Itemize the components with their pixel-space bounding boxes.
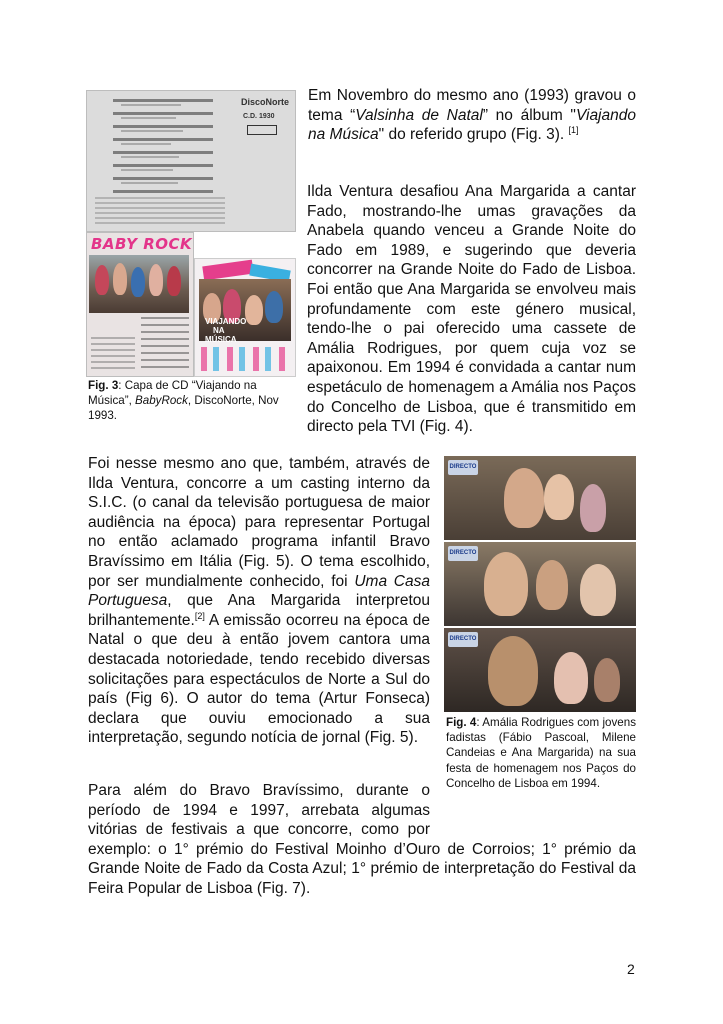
figure-4-caption: Fig. 4: Amália Rodrigues com jovens fadistas (Fábio Pascoal, Milene Candeias e Ana Margarida) na sua festa de homenagem nos Paços do Concelho de Lisboa em 1994. (446, 716, 636, 790)
cover-title: BABY ROCK (91, 235, 193, 253)
paragraph-4: Para além do Bravo Bravíssimo, durante o período de 1994 e 1997, arrebata algumas vitórias de festivais a que concorre, como por exemplo: o 1° prémio do Festival Moinho d’Ouro de Corroios; 1° prémio da Grande Noite de Fado da Costa Azul; 1° prémio de interpretação do Festival da Feira Popular de Lisboa (Fig. 7). (88, 782, 636, 897)
band-photo (89, 255, 189, 313)
reference-1: [1] (568, 125, 579, 136)
cover-tracklist (141, 317, 189, 373)
tv-logo: DIRECTO (448, 460, 478, 475)
cd-credits (95, 197, 225, 227)
cd-brand: DiscoNorte (241, 97, 290, 107)
page-number: 2 (627, 961, 635, 977)
cover-credits (91, 337, 135, 373)
figure-3-caption: Fig. 3: Capa de CD “Viajando na Música”, BabyRock, DiscoNorte, Nov 1993. (88, 379, 279, 423)
cd-front-cover (86, 232, 194, 377)
tv-frame-2: DIRECTO (444, 542, 636, 626)
tv-frame-3: DIRECTO (444, 628, 636, 712)
figure-4 (444, 456, 636, 712)
cd-add-badge (247, 125, 277, 135)
paragraph-3: Foi nesse mesmo ano que, também, através de Ilda Ventura, concorre a um casting interno da S.I.C. (o canal da televisão portuguesa de maior audiência na época) para representar Portugal no então aclamado programa infantil Bravo Bravíssimo em Itália (Fig. 5). O tema escolhido, por ser mundialmente conhecido, foi Uma Casa Portuguesa, que Ana Margarida interpretou brilhantemente.[2] A emissão ocorreu na época de Natal o que deu à então jovem cantora uma destacada notoriedade, tendo recebido diversas solicitações para espectáculos de Norte a Sul do país (Fig 6). O autor do tema (Artur Fonseca) declara que ouviu emocionado a sua interpretação, segundo notícia de jornal (Fig. 5). (88, 455, 430, 747)
paragraph-2: Ilda Ventura desafiou Ana Margarida a cantar Fado, mostrando-lhe umas gravações da Anabela quando venceu a Grande Noite do Fado em 1989, e sugerindo que deveria concorrer na Grande Noite do Fado de Lisboa. Foi então que Ana Margarida se envolveu mais profundamente com este género musical, tendo-lhe o pai oferecido uma cassete de Amália Rodrigues, por quem cuja voz se apaixonou. Em 1994 é convidada a cantar num espetáculo de homenagem a Amália nos Paços do Concelho de Lisboa, que é transmitido em directo pela TVI (Fig. 4). (307, 183, 636, 436)
caption-label: Fig. 3 (88, 379, 119, 392)
photo-title: VIAJANDO NA MÚSICA (205, 317, 247, 344)
cd-code: C.D. 1930 (243, 113, 275, 120)
cd-back-cover (86, 90, 296, 232)
reference-2: [2] (194, 610, 205, 621)
album-photo (194, 258, 296, 377)
paragraph-1: Em Novembro do mesmo ano (1993) gravou o tema “Valsinha de Natal” no álbum "Viajando na Música" do referido grupo (Fig. 3). [1] (308, 87, 636, 144)
cd-tracklist (113, 99, 213, 199)
tv-frame-1 (444, 456, 636, 540)
figure-3 (86, 90, 294, 375)
caption-label: Fig. 4 (446, 716, 477, 729)
